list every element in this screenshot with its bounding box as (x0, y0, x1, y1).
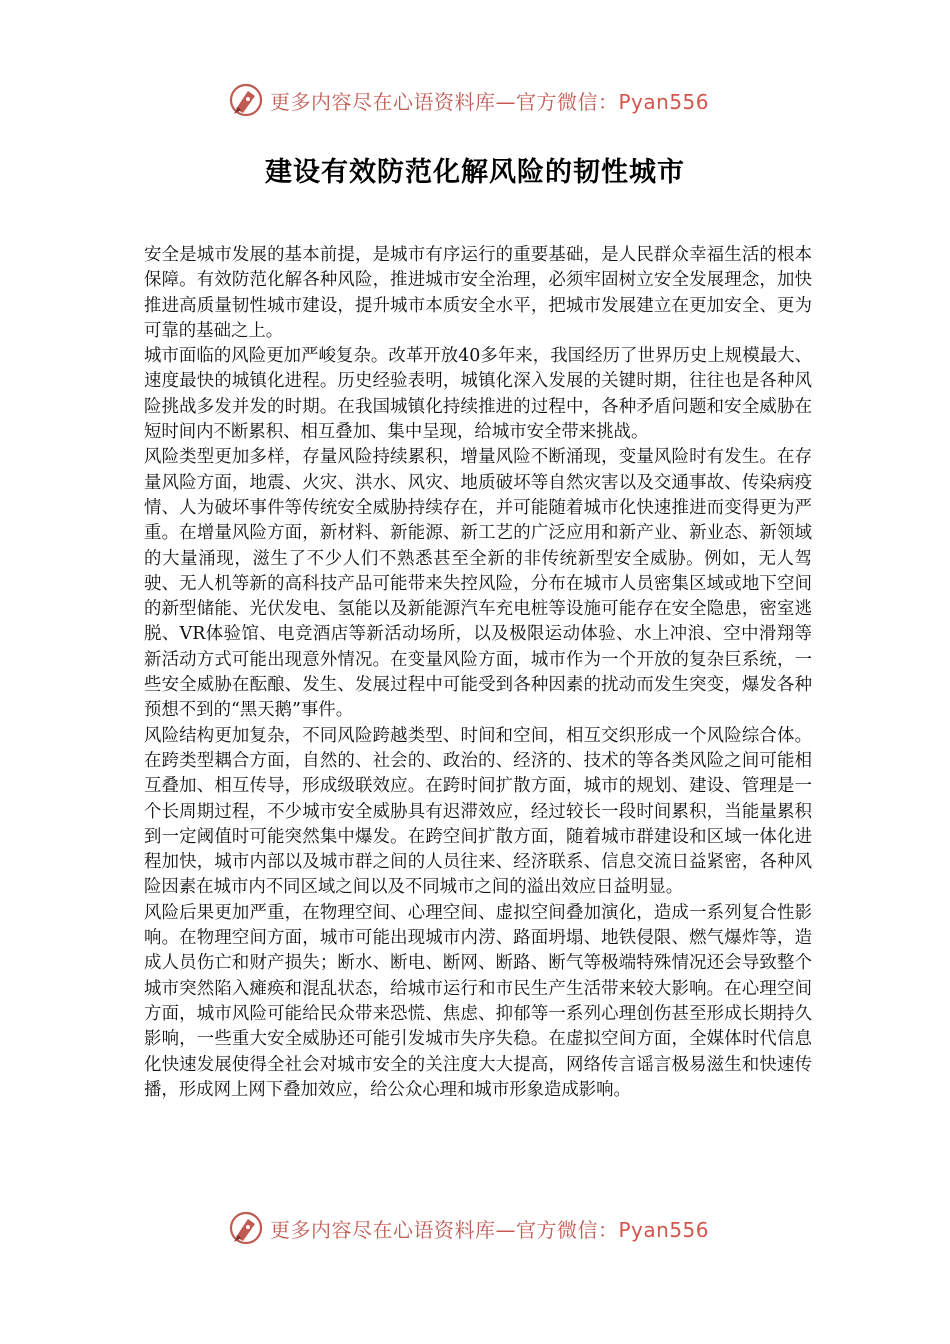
document-body (144, 243, 812, 1103)
watermark-text: 更多内容尽在心语资料库—官方微信：Pyan556 (270, 89, 710, 114)
paragraph-5: 风险后果更加严重，在物理空间、心理空间、虚拟空间叠加演化，造成一系列复合性影响。在物理空间方面，城市可能出现城市内涝、路面坍塌、地铁侵限、燃气爆炸等，造成人员伤亡和财产损失；断水、断电、断网、断路、断气等极端特殊情况还会导致整个城市突然陷入瘫痪和混乱状态，给城市运行和市民生产生活带来较大影响。在心理空间方面，城市风险可能给民众带来恐慌、焦虑、抑郁等一系列心理创伤甚至形成长期持久影响，一些重大安全威胁还可能引发城市失序失稳。在虚拟空间方面，全媒体时代信息化快速发展使得全社会对城市安全的关注度大大提高，网络传言谣言极易滋生和快速传播，形成网上网下叠加效应，给公众心理和城市形象造成影响。 (144, 902, 812, 1100)
pen-nib-logo-icon (228, 1210, 264, 1246)
pen-nib-logo-icon (228, 82, 264, 118)
paragraph-2: 城市面临的风险更加严峻复杂。改革开放40多年来，我国经历了世界历史上规模最大、速度最快的城镇化进程。历史经验表明，城镇化深入发展的关键时期，往往也是各种风险挑战多发并发的时期。在我国城镇化持续推进的过程中，各种矛盾问题和安全威胁在短时间内不断累积、相互叠加、集中呈现，给城市安全带来挑战。 (144, 346, 812, 443)
paragraph-3: 风险类型更加多样，存量风险持续累积，增量风险不断涌现，变量风险时有发生。在存量风险方面，地震、火灾、洪水、风灾、地质破坏等自然灾害以及交通事故、传染病疫情、人为破坏事件等传统安全威胁持续存在，并可能随着城市化快速推进而变得更为严重。在增量风险方面，新材料、新能源、新工艺的广泛应用和新产业、新业态、新领域的大量涌现，滋生了不少人们不熟悉甚至全新的非传统新型安全威胁。例如，无人驾驶、无人机等新的高科技产品可能带来失控风险，分布在城市人员密集区域或地下空间的新型储能、光伏发电、氢能以及新能源汽车充电桩等设施可能存在安全隐患，密室逃脱、VR体验馆、电竞酒店等新活动场所，以及极限运动体验、水上冲浪、空中滑翔等新活动方式可能出现意外情况。在变量风险方面，城市作为一个开放的复杂巨系统，一些安全威胁在酝酿、发生、发展过程中可能受到各种因素的扰动而发生突变，爆发各种预想不到的“黑天鹅”事件。 (144, 447, 812, 721)
header-watermark-banner (228, 80, 748, 120)
paragraph-4: 风险结构更加复杂，不同风险跨越类型、时间和空间，相互交织形成一个风险综合体。在跨类型耦合方面，自然的、社会的、政治的、经济的、技术的等各类风险之间可能相互叠加、相互传导，形成级联效应。在跨时间扩散方面，城市的规划、建设、管理是一个长周期过程，不少城市安全威胁具有迟滞效应，经过较长一段时间累积，当能量累积到一定阈值时可能突然集中爆发。在跨空间扩散方面，随着城市群建设和区域一体化进程加快，城市内部以及城市群之间的人员往来、经济联系、信息交流日益紧密，各种风险因素在城市内不同区域之间以及不同城市之间的溢出效应日益明显。 (144, 725, 812, 898)
watermark-text: 更多内容尽在心语资料库—官方微信：Pyan556 (270, 1217, 710, 1242)
paragraph-1: 安全是城市发展的基本前提，是城市有序运行的重要基础，是人民群众幸福生活的根本保障。有效防范化解各种风险，推进城市安全治理，必须牢固树立安全发展理念，加快推进高质量韧性城市建设，提升城市本质安全水平，把城市发展建立在更加安全、更为可靠的基础之上。 (144, 245, 812, 341)
wechat-id: Pyan556 (618, 1217, 710, 1242)
document-title: 建设有效防范化解风险的韧性城市 (265, 157, 685, 188)
wechat-id: Pyan556 (618, 89, 710, 114)
footer-watermark-banner (228, 1208, 748, 1248)
